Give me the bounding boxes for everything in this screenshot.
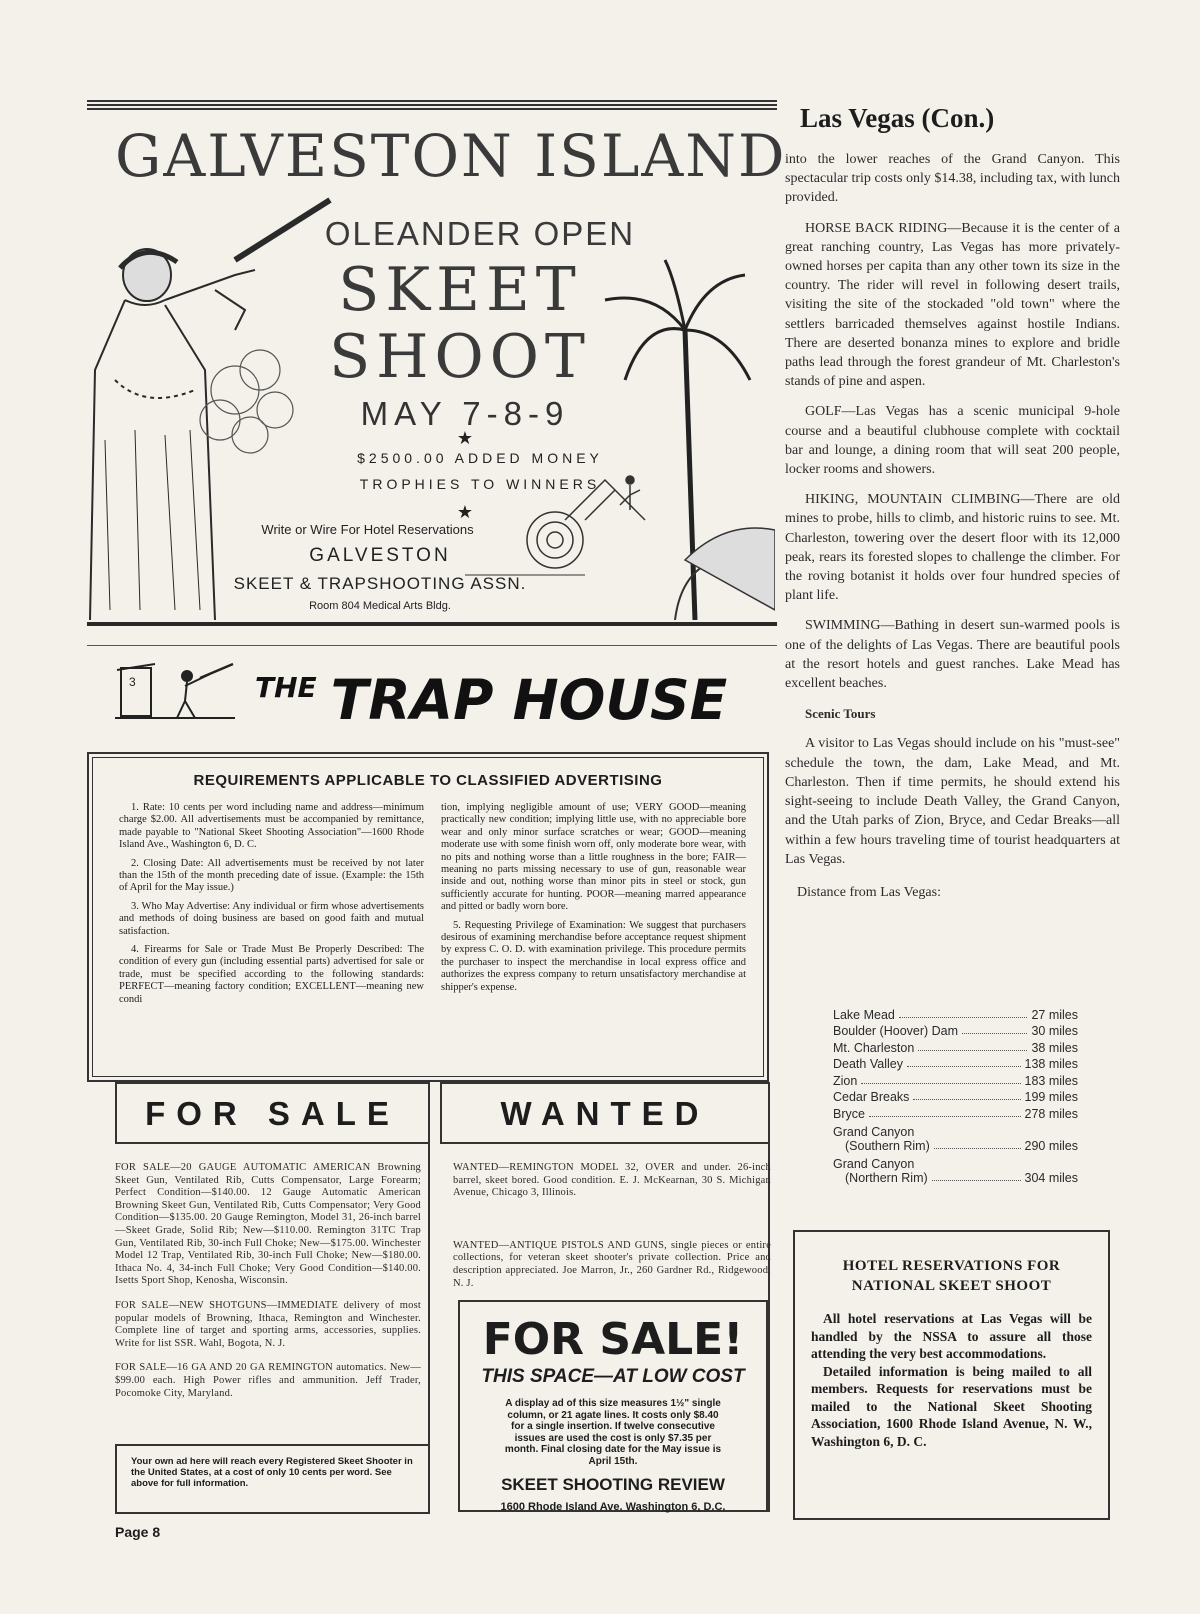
article-paragraph: HORSE BACK RIDING—Because it is the center of a great ranching country, Las Vegas has more privately-owned horses per capita than any other town its size in the country. The rider will revel in following desert trails, visiting the site of the stockaded "old town" where the settlers barricaded themselves against hostile Indians. There are deserted bonanza mines to explore and bridle paths lead through the forest grandeur of Mt. Charleston's stands of pine and aspen. <box>785 220 1120 390</box>
promo-subheadline: THIS SPACE—AT LOW COST <box>481 1366 745 1387</box>
distance-row <box>833 1088 1078 1105</box>
hotel-paragraph: All hotel reservations at Las Vegas will be handled by the NSSA to assure all those attending the very best accommodations. <box>811 1311 1092 1361</box>
classified-ad: FOR SALE—16 GA AND 20 GA REMINGTON automatics. New—$99.00 each. High Power rifles and ammunition. Jeff Trader, Pocomoke City, Maryland. <box>115 1362 421 1399</box>
distance-row <box>833 1104 1078 1121</box>
svg-text:3: 3 <box>129 675 136 689</box>
star-icon: ★ <box>456 428 474 448</box>
leader-dots <box>918 1050 1027 1051</box>
distance-place: Zion <box>833 1073 858 1088</box>
distance-heading: Distance from Las Vegas: <box>797 884 941 900</box>
page-number: Page 8 <box>115 1524 161 1540</box>
distance-row <box>833 1153 1078 1185</box>
distance-place-name: Grand Canyon <box>833 1124 915 1139</box>
distance-place-sub: (Northern Rim) <box>845 1170 928 1185</box>
distance-miles: 138 miles <box>1024 1057 1078 1071</box>
leader-dots <box>962 1033 1027 1034</box>
distance-row <box>833 1055 1078 1072</box>
distance-place-name: Grand Canyon <box>833 1156 915 1171</box>
star-icon-2: ★ <box>456 502 474 522</box>
classified-ad: WANTED—ANTIQUE PISTOLS AND GUNS, single pieces or entire collections, for veteran skeet shooter's private collection. Price and description appreciated. Joe Marron, Jr., 260 Gardner Rd., Ridgewood, N. J. <box>453 1239 771 1289</box>
distance-place: Cedar Breaks <box>833 1090 910 1104</box>
distance-miles: 290 miles <box>1024 1138 1078 1153</box>
article-paragraph: GOLF—Las Vegas has a scenic municipal 9-hole course and a beautiful clubhouse complete with cocktail bar and lounge, a dining room that will seat 200 people, locker rooms and showers. <box>785 404 1120 478</box>
trophies-line: TROPHIES TO WINNERS <box>359 476 601 492</box>
ad-info-note: Your own ad here will reach every Registered Skeet Shooter in the United States, at a cost of only 10 cents per word. See above for full information. <box>115 1444 430 1514</box>
event-name: OLEANDER OPEN <box>324 215 636 252</box>
requirement-closing-date: 2. Closing Date: All advertisements must be received by not later than the 15th of the month preceding date of issue. (Example: the 15th of April for the May issue.) <box>119 857 424 894</box>
distance-place <box>833 1125 930 1153</box>
leader-dots <box>932 1180 1021 1181</box>
distance-row <box>833 1022 1078 1039</box>
publication-address: 1600 Rhode Island Ave. Washington 6, D.C. <box>500 1501 726 1513</box>
wanted-ads <box>453 1162 771 1302</box>
requirements-box <box>87 752 769 1082</box>
trap-house-icon <box>115 656 245 726</box>
galveston-assn: GALVESTON <box>309 545 451 566</box>
for-sale-promo-box <box>458 1300 768 1512</box>
distance-place: Mt. Charleston <box>833 1040 915 1055</box>
distance-row <box>833 1121 1078 1153</box>
article-paragraph: SWIMMING—Bathing in desert sun-warmed pools is one of the delights of Las Vegas. There are beautiful pools at the resort hotels and guest ranches. Lake Mead has excellent beaches. <box>785 618 1120 692</box>
event-dates: MAY 7-8-9 <box>360 395 570 432</box>
requirements-heading: REQUIREMENTS APPLICABLE TO CLASSIFIED ADVERTISING <box>193 772 663 789</box>
publication-name: SKEET SHOOTING REVIEW <box>501 1475 725 1494</box>
classified-ad: WANTED—REMINGTON MODEL 32, OVER and under. 26-inch barrel, skeet bored. Good condition. E. J. McKearnan, 30 S. Michigan Avenue, Chicago 3, Illinois. <box>453 1162 771 1199</box>
las-vegas-article <box>785 150 1120 913</box>
las-vegas-title: Las Vegas (Con.) <box>800 103 995 133</box>
distance-place: Lake Mead <box>833 1007 895 1022</box>
trap-house-rule <box>87 645 777 646</box>
top-rule-2 <box>87 104 777 106</box>
distance-miles: 183 miles <box>1024 1073 1078 1088</box>
distance-place-sub: (Southern Rim) <box>845 1138 930 1153</box>
leader-dots <box>869 1116 1021 1117</box>
distance-miles: 27 miles <box>1031 1007 1078 1022</box>
distance-place: Death Valley <box>833 1057 903 1071</box>
leader-dots <box>913 1099 1020 1100</box>
distance-miles: 304 miles <box>1024 1170 1078 1185</box>
shoot-word: SHOOT <box>329 322 591 392</box>
hotel-paragraph: Detailed information is being mailed to all members. Requests for reservations must be mailed to the National Skeet Shooting Association, 1600 Rhode Island Avenue, N. W., Washington 6, D. C. <box>811 1363 1092 1449</box>
distance-row <box>833 1071 1078 1088</box>
scenic-tours-heading: Scenic Tours <box>805 706 876 722</box>
wanted-heading: WANTED <box>440 1082 770 1144</box>
room-address: Room 804 Medical Arts Bldg. <box>309 600 451 612</box>
article-paragraph: A visitor to Las Vegas should include on his "must-see" schedule the town, the dam, Lake Mead, and Mt. Charleston. Then if time permits, he should extend his sight-seeing to include Death Valley, the Grand Canyon, and the Utah parks of Zion, Bryce, and Cedar Breaks—all within a few hours traveling time of tourist headquarters at Las Vegas. <box>785 736 1120 867</box>
ad-bottom-bar <box>87 622 777 626</box>
distance-place: Boulder (Hoover) Dam <box>833 1024 959 1038</box>
trapshooting-assn: SKEET & TRAPSHOOTING ASSN. <box>233 574 527 593</box>
article-paragraph: HIKING, MOUNTAIN CLIMBING—There are old mines to probe, hills to climb, and historic ruins to see. Mt. Charleston, towering over the desert floor with its 12,000 peak, rears its forested slopes to challenge the climber. For the roving botanist it holds over four hundred species of plant life. <box>785 492 1120 604</box>
top-rule <box>87 100 777 102</box>
requirement-conditions: tion, implying negligible amount of use; VERY GOOD—meaning practically new condition; implying little use, with no appreciable bore wear and only minor surface scratches or wear; GOOD—meaning moderate use with some finish worn off, only moderate bore wear, with no pits and nothing worse than a little roughness in the bore; FAIR—meaning no parts missing necessary to use of gun, reasonable wear inside and out, nothing worse than minor pits in steel or stock, gun sufficiently accurate for hunting. POOR—meaning marred appearance and pitted or badly worn bore. <box>441 802 746 913</box>
leader-dots <box>907 1066 1021 1067</box>
classified-ad: FOR SALE—NEW SHOTGUNS—IMMEDIATE delivery of most popular models of Browning, Ithaca, Remington and Winchester. Complete line of target and sporting arms, accessories, supplies. Write for list SSR. Wahl, Bogota, N. J. <box>115 1299 421 1349</box>
distance-place: Bryce <box>833 1106 865 1121</box>
promo-text: A display ad of this size measures 1½" single column, or 21 agate lines. It costs only $8.40 for a single insertion. If twelve consecutive issues are used the cost is only $7.35 per month. Final closing date for the May issue is April 15th. <box>504 1398 722 1467</box>
top-rule-3 <box>87 108 777 110</box>
trap-house-title <box>255 668 727 732</box>
hotel-box-body <box>811 1310 1092 1450</box>
for-sale-ads <box>115 1162 421 1412</box>
distance-row <box>833 1038 1078 1055</box>
distance-row <box>833 1005 1078 1022</box>
distance-miles: 30 miles <box>1031 1024 1078 1038</box>
requirements-col-2 <box>441 802 746 1000</box>
promo-headline: FOR SALE! <box>482 1314 744 1365</box>
hotel-reservations-box <box>793 1230 1110 1520</box>
requirements-col-1 <box>119 802 424 1012</box>
skeet-word: SKEET <box>338 255 582 325</box>
leader-dots <box>899 1017 1028 1018</box>
classified-ad: FOR SALE—20 GAUGE AUTOMATIC AMERICAN Browning Skeet Gun, Ventilated Rib, Cutts Compensator, Large Forearm; Perfect Condition—$140.00. 12 Gauge Automatic American Browning Skeet Gun, Ventilated Rib, Cutts Compensator; Very Good Condition—$135.00. 20 Gauge Remington, Model 31, 26-inch barrel—Skeet Grade, Solid Rib; New—$110.00. Remington 31TC Trap Gun, Ventilated Rib, 30-inch Full Choke; New—$175.00. Winchester Model 12 Trap, Ventilated Rib, 30-inch Full Choke; New—$180.00. Ithaca No. 4, 34-inch Full Choke; Very Good Condition—$140.00. Isetts Sport Shop, Kenosha, Wisconsin. <box>115 1162 421 1287</box>
trap-the: THE <box>255 671 317 704</box>
trap-house-word: TRAP HOUSE <box>330 668 728 732</box>
distance-place <box>833 1157 928 1185</box>
galveston-title: GALVESTON ISLAND <box>115 122 787 190</box>
distance-miles: 38 miles <box>1031 1040 1078 1055</box>
distance-table <box>833 1005 1078 1185</box>
hotel-reservations-line: Write or Wire For Hotel Reservations <box>261 522 474 537</box>
added-money: $2500.00 ADDED MONEY <box>357 450 603 466</box>
distance-miles: 199 miles <box>1024 1090 1078 1104</box>
leader-dots <box>934 1148 1021 1149</box>
for-sale-heading: FOR SALE <box>115 1082 430 1144</box>
requirement-who-may-advertise: 3. Who May Advertise: Any individual or firm whose advertisements and methods of doing business are based on good faith and mutual satisfaction. <box>119 900 424 937</box>
requirement-rate: 1. Rate: 10 cents per word including name and address—minimum charge $2.00. All advertisements must be accompanied by remittance, made payable to "National Skeet Shooting Association"—1600 Rhode Island Ave., Washington 6, D. C. <box>119 802 424 851</box>
article-paragraph: into the lower reaches of the Grand Canyon. This spectacular trip costs only $14.38, including tax, with lunch provided. <box>785 152 1120 206</box>
requirement-examination: 5. Requesting Privilege of Examination: We suggest that purchasers desirous of examining merchandise before acceptance request shipment by express C. O. D. with examination privilege. This procedure permits the purchaser to inspect the merchandise in local express office and authorizes the express company to return unsatisfactory merchandise at shipper's expense. <box>441 919 746 993</box>
requirement-firearms: 4. Firearms for Sale or Trade Must Be Properly Described: The condition of every gun (including essential parts) advertised for sale or trade, must be specified according to the following standards: PERFECT—meaning factory condition; EXCELLENT—meaning new condi <box>119 944 424 1005</box>
hotel-box-heading: HOTEL RESERVATIONS FOR NATIONAL SKEET SHOOT <box>842 1258 1061 1294</box>
distance-miles: 278 miles <box>1024 1106 1078 1121</box>
leader-dots <box>861 1083 1020 1084</box>
